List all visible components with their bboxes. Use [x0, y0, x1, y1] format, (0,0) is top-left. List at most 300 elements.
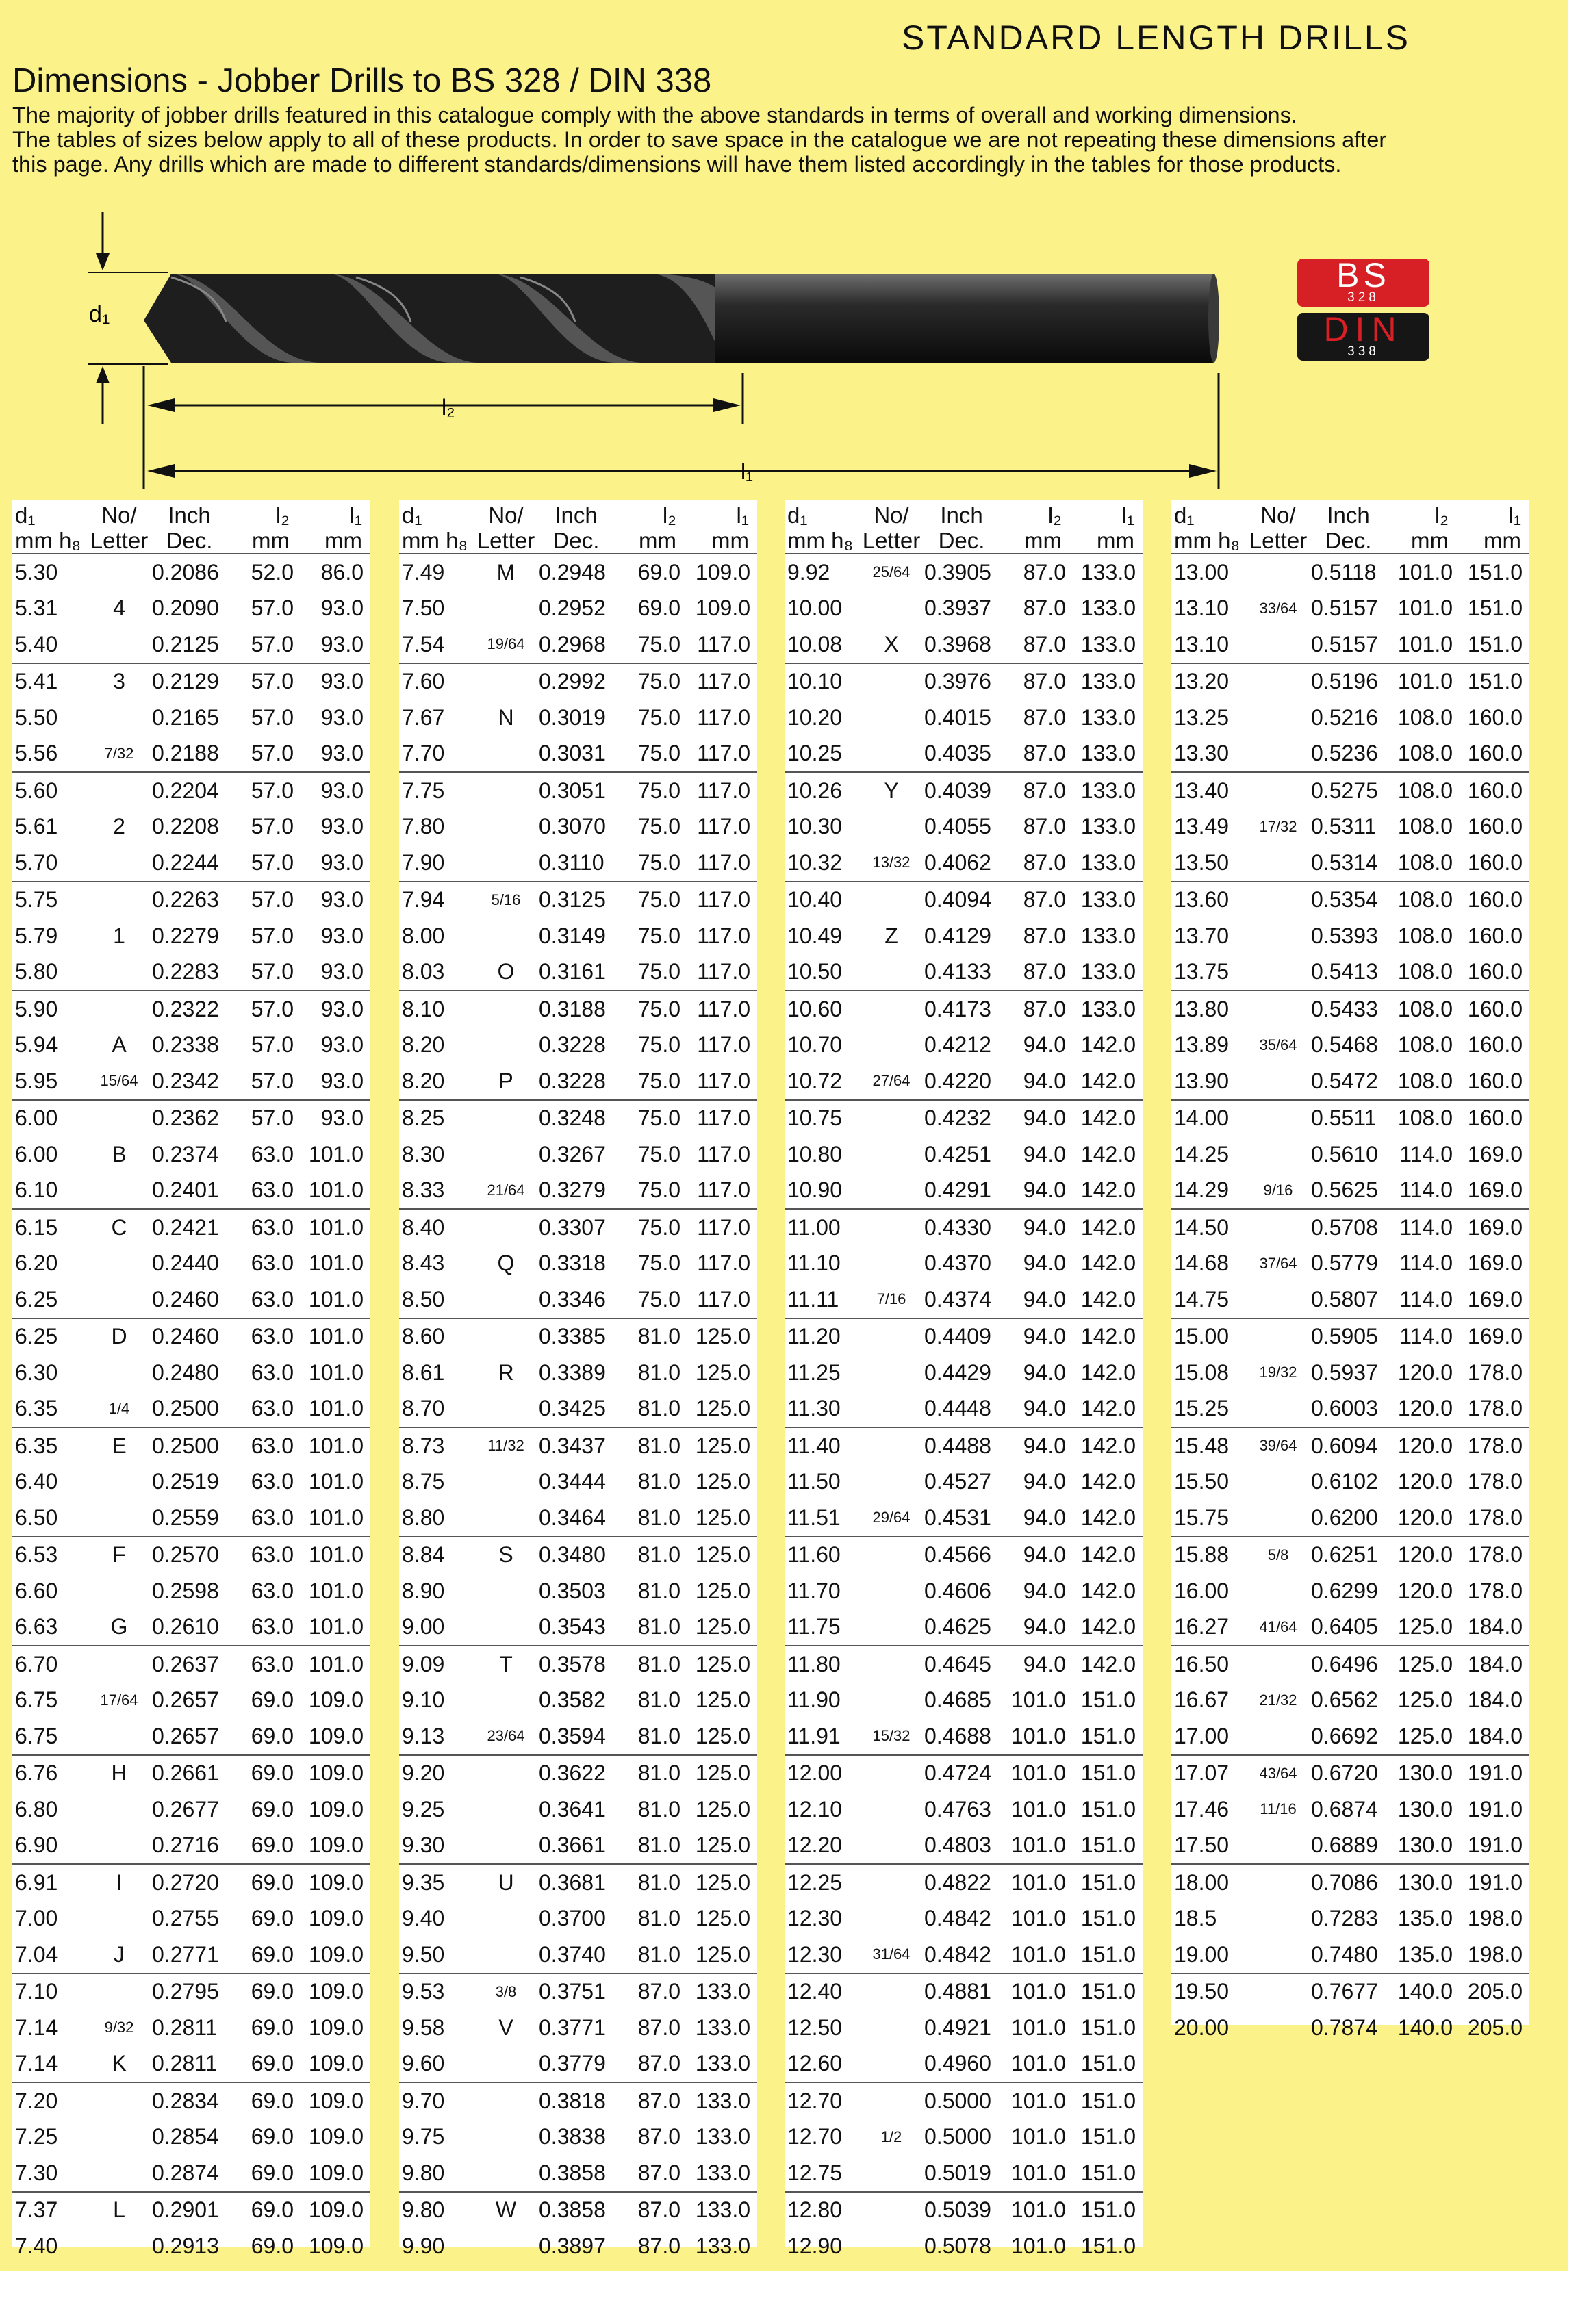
bs-badge-main: BS	[1336, 256, 1390, 294]
flute-length-l2-cell: 101.0	[1010, 2088, 1066, 2113]
number-letter-cell	[476, 1136, 536, 1173]
number-letter-cell	[1248, 1937, 1308, 1974]
number-letter-cell	[861, 663, 921, 700]
number-letter-cell	[861, 591, 921, 627]
flute-length-l2-cell: 108.0	[1388, 736, 1457, 773]
inch-decimal-cell: 0.4645	[924, 1651, 991, 1676]
number-letter-cell: J	[89, 1937, 149, 1974]
inch-decimal-cell: 0.5393	[1311, 923, 1378, 948]
inch-decimal-cell: 0.2480	[152, 1359, 219, 1385]
flute-length-l2-cell: 75.0	[637, 704, 680, 730]
number-letter-cell	[861, 2155, 921, 2192]
size-table-panel-3	[785, 500, 1143, 2258]
inch-decimal-cell: 0.4685	[924, 1687, 991, 1713]
inch-decimal-cell: 0.2657	[149, 1718, 229, 1755]
diameter-mm-cell: 12.70	[787, 2088, 843, 2113]
diameter-mm-cell: 6.60	[15, 1578, 58, 1603]
overall-length-l1-cell: 160.0	[1457, 845, 1529, 882]
diameter-mm-cell: 19.50	[1174, 1979, 1230, 2004]
diameter-mm-cell: 8.25	[402, 1106, 445, 1131]
number-letter-cell	[476, 1755, 536, 1792]
overall-length-l1-cell: 151.0	[1457, 626, 1529, 663]
diameter-mm-cell: 7.60	[402, 669, 445, 694]
number-letter-cell	[476, 918, 536, 954]
flute-length-l2-cell: 81.0	[637, 1651, 680, 1676]
table-row	[1171, 663, 1529, 700]
flute-length-l2-cell: 130.0	[1397, 1761, 1453, 1786]
number-letter-cell: 7/16	[861, 1281, 921, 1318]
table-row	[12, 1500, 370, 1537]
table-row	[12, 954, 370, 991]
overall-length-l1-cell: 151.0	[1467, 669, 1523, 694]
flute-length-l2-cell: 63.0	[229, 1609, 298, 1646]
l2-label: l₂	[442, 395, 455, 420]
number-letter-cell	[89, 1246, 149, 1282]
overall-length-l1-cell: 117.0	[697, 814, 750, 839]
overall-length-l1-cell: 142.0	[1080, 1578, 1136, 1603]
inch-decimal-cell: 0.4129	[924, 923, 991, 948]
table-row	[1171, 1537, 1529, 1574]
flute-length-l2-cell: 87.0	[1023, 814, 1066, 839]
overall-length-l1-cell: 125.0	[695, 1469, 750, 1494]
diameter-mm-cell: 11.25	[787, 1359, 841, 1385]
overall-length-l1-cell: 109.0	[298, 1937, 370, 1974]
flute-length-l2-cell: 94.0	[1023, 1578, 1066, 1603]
table-row	[785, 736, 1143, 773]
overall-length-l1-cell: 93.0	[320, 669, 364, 694]
overall-length-l1-cell: 101.0	[308, 1214, 364, 1240]
flute-length-l2-cell: 125.0	[1388, 1718, 1457, 1755]
table-header-row	[12, 500, 370, 554]
number-letter-cell	[861, 1646, 921, 1683]
table-row	[12, 2155, 370, 2192]
table-row	[399, 845, 757, 882]
overall-length-l1-cell: 93.0	[320, 1106, 364, 1131]
inch-decimal-cell: 0.7480	[1308, 1937, 1388, 1974]
flute-length-l2-cell: 75.0	[637, 1141, 680, 1166]
overall-length-l1-cell: 101.0	[308, 1542, 364, 1568]
number-letter-cell	[1248, 1464, 1308, 1501]
inch-decimal-cell: 0.3110	[536, 845, 616, 882]
overall-length-l1-cell: 133.0	[1080, 996, 1136, 1021]
number-letter-cell: 11/32	[487, 1437, 524, 1455]
overall-length-l1-cell: 125.0	[695, 1359, 750, 1385]
number-letter-cell	[861, 809, 921, 845]
number-letter-cell: P	[476, 1063, 536, 1100]
overall-length-l1-cell: 133.0	[1080, 814, 1136, 839]
flute-length-l2-cell: 114.0	[1388, 1281, 1457, 1318]
diameter-mm-cell: 11.20	[787, 1324, 841, 1349]
bs-328-badge	[1297, 256, 1429, 307]
table-row	[12, 1646, 370, 1683]
flute-length-l2-cell: 63.0	[251, 1651, 294, 1676]
diameter-mm-cell: 9.58	[402, 2015, 445, 2040]
inch-decimal-cell: 0.6003	[1308, 1391, 1388, 1428]
overall-length-l1-cell: 117.0	[685, 1063, 757, 1100]
table-row	[1171, 554, 1529, 591]
overall-length-l1-cell: 117.0	[685, 1281, 757, 1318]
table-row	[399, 1828, 757, 1865]
overall-length-l1-cell: 178.0	[1467, 1542, 1523, 1568]
flute-length-l2-cell: 69.0	[229, 2046, 298, 2083]
overall-length-l1-cell: 109.0	[308, 2015, 364, 2040]
table-row	[1171, 1828, 1529, 1865]
number-letter-cell: R	[498, 1359, 514, 1385]
number-letter-cell	[89, 1646, 149, 1683]
number-letter-cell	[1248, 845, 1308, 882]
overall-length-l1-cell: 109.0	[308, 1979, 364, 2004]
inch-decimal-cell: 0.2086	[152, 559, 219, 585]
flute-length-l2-cell: 75.0	[637, 887, 680, 912]
overall-length-l1-cell: 184.0	[1467, 1651, 1523, 1676]
overall-length-l1-cell: 160.0	[1467, 704, 1523, 730]
flute-length-l2-cell: 135.0	[1397, 1906, 1453, 1931]
flute-length-l2-cell: 81.0	[616, 1391, 685, 1428]
inch-decimal-cell: 0.4212	[924, 1032, 991, 1058]
overall-length-l1-cell: 101.0	[308, 1433, 364, 1458]
diameter-mm-cell: 8.20	[399, 1063, 476, 1100]
number-letter-cell: 25/64	[872, 563, 911, 581]
diameter-mm-cell: 8.50	[399, 1281, 476, 1318]
flute-length-l2-cell: 94.0	[1023, 1032, 1066, 1058]
header-inch-dec	[149, 500, 229, 554]
inch-decimal-cell: 0.2657	[152, 1687, 219, 1713]
diameter-mm-cell: 16.27	[1171, 1609, 1248, 1646]
number-letter-cell	[1248, 1136, 1308, 1173]
number-letter-cell	[1248, 991, 1308, 1027]
header-inch-dec	[921, 500, 1002, 554]
overall-length-l1-cell: 151.0	[1070, 2046, 1143, 2083]
flute-length-l2-cell: 120.0	[1388, 1391, 1457, 1428]
inch-decimal-cell: 0.5000	[924, 2088, 991, 2113]
number-letter-cell: G	[89, 1609, 149, 1646]
table-row	[785, 1464, 1143, 1501]
overall-length-l1-cell: 133.0	[1080, 559, 1136, 585]
inch-decimal-cell: 0.3480	[539, 1542, 606, 1568]
table-row	[399, 1464, 757, 1501]
header-l1	[298, 500, 370, 554]
flute-length-l2-cell: 69.0	[251, 2124, 294, 2149]
number-letter-cell	[476, 1937, 536, 1974]
number-letter-cell	[476, 2082, 536, 2119]
inch-decimal-cell: 0.2992	[539, 669, 606, 694]
flute-length-l2-cell: 87.0	[1023, 559, 1066, 585]
table-row	[785, 2119, 1143, 2156]
table-row	[399, 1864, 757, 1901]
overall-length-l1-cell: 125.0	[685, 1718, 757, 1755]
table-row	[399, 626, 757, 663]
flute-length-l2-cell: 63.0	[251, 1214, 294, 1240]
overall-length-l1-cell: 117.0	[685, 1173, 757, 1210]
header-no-letter-line: Letter	[1249, 528, 1308, 553]
inch-decimal-cell: 0.2125	[149, 626, 229, 663]
flute-length-l2-cell: 57.0	[251, 704, 294, 730]
number-letter-cell	[89, 1828, 149, 1865]
inch-decimal-cell: 0.2338	[152, 1032, 219, 1058]
table-row	[12, 663, 370, 700]
size-table-panel-4	[1171, 500, 1529, 2040]
number-letter-cell	[1248, 1901, 1308, 1937]
inch-decimal-cell: 0.2968	[536, 626, 616, 663]
flute-length-l2-cell: 114.0	[1399, 1251, 1453, 1276]
inch-decimal-cell: 0.4842	[924, 1906, 991, 1931]
overall-length-l1-cell: 151.0	[1070, 1937, 1143, 1974]
flute-length-l2-cell: 69.0	[637, 596, 680, 621]
header-l1-line: l₁	[1121, 502, 1134, 528]
diameter-mm-cell: 10.50	[785, 954, 861, 991]
header-no-letter-line: No/	[488, 502, 524, 528]
flute-length-l2-cell: 87.0	[1023, 778, 1066, 803]
table-row	[785, 1281, 1143, 1318]
flute-length-l2-cell: 69.0	[251, 1687, 294, 1713]
diameter-mm-cell: 11.40	[787, 1433, 841, 1458]
overall-length-l1-cell: 142.0	[1080, 1542, 1136, 1568]
table-row	[1171, 1173, 1529, 1210]
diameter-mm-cell: 11.90	[787, 1687, 841, 1713]
number-letter-cell	[89, 626, 149, 663]
header-d1-line: mm h₈	[787, 528, 854, 553]
table-row	[785, 1755, 1143, 1792]
number-letter-cell	[476, 2228, 536, 2264]
overall-length-l1-cell: 101.0	[308, 1251, 364, 1276]
inch-decimal-cell: 0.5236	[1308, 736, 1388, 773]
table-row	[785, 1100, 1143, 1137]
table-row	[1171, 1281, 1529, 1318]
flute-length-l2-cell: 101.0	[1002, 2155, 1070, 2192]
table-row	[1171, 1464, 1529, 1501]
header-d1	[12, 500, 89, 554]
flute-length-l2-cell: 75.0	[616, 1063, 685, 1100]
number-letter-cell	[861, 1864, 921, 1901]
table-row	[1171, 772, 1529, 809]
diameter-mm-cell: 11.30	[785, 1391, 861, 1428]
table-row	[785, 663, 1143, 700]
inch-decimal-cell: 0.5807	[1308, 1281, 1388, 1318]
flute-length-l2-cell: 125.0	[1388, 1609, 1457, 1646]
diameter-mm-cell: 13.40	[1174, 778, 1230, 803]
flute-length-l2-cell: 87.0	[637, 2197, 680, 2223]
drill-size-table	[1171, 500, 1529, 2046]
overall-length-l1-cell: 109.0	[695, 559, 750, 585]
overall-length-l1-cell: 109.0	[308, 2124, 364, 2149]
inch-decimal-cell: 0.3771	[539, 2015, 606, 2040]
inch-decimal-cell: 0.4822	[924, 1869, 991, 1895]
overall-length-l1-cell: 151.0	[1080, 1761, 1136, 1786]
number-letter-cell	[861, 1828, 921, 1865]
diameter-mm-cell: 8.20	[402, 1032, 445, 1058]
number-letter-cell: 21/32	[1259, 1691, 1297, 1709]
overall-length-l1-cell: 169.0	[1467, 1141, 1523, 1166]
diameter-mm-cell: 9.00	[399, 1609, 476, 1646]
diameter-mm-cell: 13.50	[1171, 845, 1248, 882]
overall-length-l1-cell: 117.0	[697, 1106, 750, 1131]
overall-length-l1-cell: 191.0	[1467, 1869, 1523, 1895]
inch-decimal-cell: 0.3858	[536, 2155, 616, 2192]
inch-decimal-cell: 0.2637	[152, 1651, 219, 1676]
diameter-mm-cell: 5.41	[15, 669, 58, 694]
flute-length-l2-cell: 101.0	[1010, 1687, 1066, 1713]
diameter-mm-cell: 14.29	[1171, 1173, 1248, 1210]
diameter-mm-cell: 8.90	[402, 1578, 445, 1603]
table-row	[1171, 736, 1529, 773]
overall-length-l1-cell: 160.0	[1457, 954, 1529, 991]
inch-decimal-cell: 0.3779	[536, 2046, 616, 2083]
number-letter-cell: 35/64	[1259, 1036, 1297, 1054]
overall-length-l1-cell: 133.0	[695, 2015, 750, 2040]
flute-length-l2-cell: 94.0	[1023, 1141, 1066, 1166]
inch-decimal-cell: 0.2500	[149, 1391, 229, 1428]
number-letter-cell: 39/64	[1259, 1437, 1297, 1455]
number-letter-cell	[476, 1281, 536, 1318]
number-letter-cell: 9/16	[1248, 1173, 1308, 1210]
diameter-mm-cell: 15.88	[1174, 1542, 1230, 1568]
overall-length-l1-cell: 178.0	[1467, 1359, 1523, 1385]
header-d1-line: mm h₈	[15, 528, 81, 553]
inch-decimal-cell: 0.6496	[1311, 1651, 1378, 1676]
diameter-mm-cell: 7.94	[402, 887, 445, 912]
overall-length-l1-cell: 109.0	[308, 1906, 364, 1931]
table-row	[1171, 2010, 1529, 2046]
overall-length-l1-cell: 198.0	[1457, 1937, 1529, 1974]
overall-length-l1-cell: 93.0	[320, 778, 364, 803]
inch-decimal-cell: 0.2188	[149, 736, 229, 773]
overall-length-l1-cell: 184.0	[1457, 1609, 1529, 1646]
number-letter-cell	[476, 2155, 536, 2192]
table-row	[399, 2046, 757, 2083]
overall-length-l1-cell: 117.0	[685, 954, 757, 991]
inch-decimal-cell: 0.3622	[539, 1761, 606, 1786]
inch-decimal-cell: 0.5275	[1311, 778, 1378, 803]
inch-decimal-cell: 0.2598	[152, 1578, 219, 1603]
overall-length-l1-cell: 198.0	[1467, 1906, 1523, 1931]
diameter-mm-cell: 10.32	[785, 845, 861, 882]
overall-length-l1-cell: 109.0	[298, 1718, 370, 1755]
diameter-mm-cell: 9.09	[402, 1651, 445, 1676]
overall-length-l1-cell: 169.0	[1457, 1281, 1529, 1318]
inch-decimal-cell: 0.3937	[924, 596, 991, 621]
overall-length-l1-cell: 101.0	[308, 1141, 364, 1166]
overall-length-l1-cell: 109.0	[695, 596, 750, 621]
number-letter-cell: A	[112, 1032, 127, 1058]
number-letter-cell: 17/64	[100, 1691, 138, 1709]
diameter-mm-cell: 6.10	[12, 1173, 89, 1210]
table-row	[1171, 1500, 1529, 1537]
table-row	[399, 736, 757, 773]
overall-length-l1-cell: 109.0	[308, 1687, 364, 1713]
table-row	[12, 1791, 370, 1828]
inch-decimal-cell: 0.3228	[539, 1032, 606, 1058]
number-letter-cell: 13/32	[861, 845, 921, 882]
flute-length-l2-cell: 94.0	[1002, 1281, 1070, 1318]
diameter-mm-cell: 15.25	[1171, 1391, 1248, 1428]
table-row	[12, 991, 370, 1027]
number-letter-cell: W	[495, 2197, 517, 2223]
diameter-mm-cell: 10.10	[787, 669, 843, 694]
diameter-mm-cell: 18.00	[1174, 1869, 1230, 1895]
flute-length-l2-cell: 87.0	[1023, 996, 1066, 1021]
number-letter-cell	[861, 1609, 921, 1646]
table-row	[399, 1100, 757, 1137]
inch-decimal-cell: 0.4220	[921, 1063, 1002, 1100]
table-row	[1171, 1573, 1529, 1609]
flute-length-l2-cell: 63.0	[251, 1359, 294, 1385]
diameter-mm-cell: 9.90	[402, 2233, 445, 2258]
flute-length-l2-cell: 63.0	[229, 1500, 298, 1537]
inch-decimal-cell: 0.6562	[1311, 1687, 1378, 1713]
inch-decimal-cell: 0.2244	[149, 845, 229, 882]
table-row	[399, 1718, 757, 1755]
table-row	[1171, 882, 1529, 919]
header-l1-line: l₁	[349, 502, 362, 528]
overall-length-l1-cell: 133.0	[685, 2155, 757, 2192]
diameter-mm-cell: 12.40	[787, 1979, 843, 2004]
inch-decimal-cell: 0.2129	[152, 669, 219, 694]
overall-length-l1-cell: 133.0	[695, 2233, 750, 2258]
diameter-mm-cell: 13.00	[1174, 559, 1230, 585]
table-row	[1171, 1646, 1529, 1683]
table-row	[399, 2155, 757, 2192]
flute-length-l2-cell: 87.0	[616, 2046, 685, 2083]
number-letter-cell: M	[496, 559, 516, 585]
diameter-mm-cell: 5.70	[12, 845, 89, 882]
table-row	[1171, 1427, 1529, 1464]
number-letter-cell	[1248, 700, 1308, 736]
din-338-badge	[1297, 310, 1429, 361]
header-l2-line: mm	[252, 528, 290, 553]
table-row	[12, 554, 370, 591]
table-row	[12, 736, 370, 773]
number-letter-cell: 5/16	[491, 891, 521, 908]
overall-length-l1-cell: 125.0	[695, 1651, 750, 1676]
overall-length-l1-cell: 117.0	[685, 736, 757, 773]
number-letter-cell	[861, 1755, 921, 1792]
flute-length-l2-cell: 108.0	[1397, 996, 1453, 1021]
inch-decimal-cell: 0.5196	[1311, 669, 1378, 694]
table-row	[12, 1609, 370, 1646]
number-letter-cell: 19/64	[476, 626, 536, 663]
flute-length-l2-cell: 69.0	[251, 1906, 294, 1931]
number-letter-cell	[89, 2155, 149, 2192]
overall-length-l1-cell: 178.0	[1467, 1469, 1523, 1494]
overall-length-l1-cell: 178.0	[1457, 1391, 1529, 1428]
table-row	[12, 1974, 370, 2010]
overall-length-l1-cell: 142.0	[1080, 1359, 1136, 1385]
flute-length-l2-cell: 75.0	[637, 1214, 680, 1240]
intro-line: The majority of jobber drills featured in this catalogue comply with the above standards in terms of overall and working dimensions.	[12, 103, 1297, 127]
overall-length-l1-cell: 142.0	[1080, 1433, 1136, 1458]
diameter-mm-cell: 20.00	[1174, 2015, 1230, 2040]
table-row	[399, 1755, 757, 1792]
diameter-mm-cell: 7.90	[399, 845, 476, 882]
diameter-mm-cell: 6.40	[15, 1469, 58, 1494]
number-letter-cell: 29/64	[861, 1500, 921, 1537]
table-row	[399, 700, 757, 736]
table-row	[399, 2010, 757, 2046]
diameter-mm-cell: 7.40	[15, 2233, 58, 2258]
overall-length-l1-cell: 160.0	[1457, 1063, 1529, 1100]
overall-length-l1-cell: 125.0	[685, 1937, 757, 1974]
table-row	[399, 1974, 757, 2010]
flute-length-l2-cell: 120.0	[1397, 1359, 1453, 1385]
inch-decimal-cell: 0.2263	[152, 887, 219, 912]
number-letter-cell	[89, 1173, 149, 1210]
flute-length-l2-cell: 57.0	[251, 814, 294, 839]
header-d1-line: d₁	[15, 502, 36, 528]
flute-length-l2-cell: 108.0	[1388, 1063, 1457, 1100]
overall-length-l1-cell: 160.0	[1467, 996, 1523, 1021]
overall-length-l1-cell: 133.0	[1080, 887, 1136, 912]
number-letter-cell	[861, 1100, 921, 1137]
